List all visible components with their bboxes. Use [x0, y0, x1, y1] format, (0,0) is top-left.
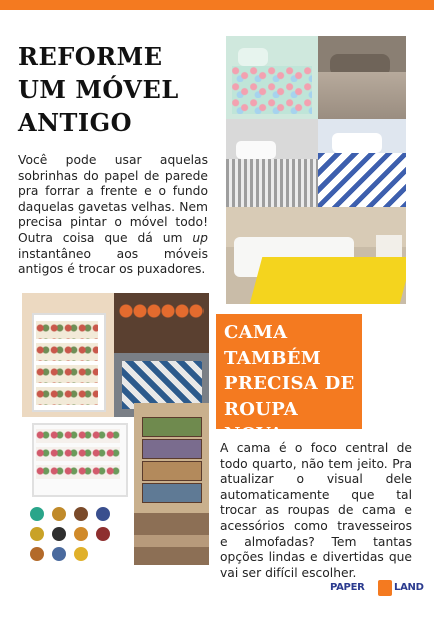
- section-paragraph-cama: A cama é o foco central de todo quarto, não tem jeito. Pra atualizar o visual dele automaticamente que tal trocar as roupas de cama e acessórios como travesseiros e almofadas? Tem tantas opções lindas e divertidas que vai ser difícil escolher.: [220, 441, 412, 580]
- section-title-cama: [224, 320, 362, 448]
- title-line: ROUPA NOVA: [224, 398, 299, 445]
- bedding-photo-blue-stripes: [318, 119, 406, 207]
- title-line: UM MÓVEL: [18, 75, 179, 104]
- furniture-photo-dolls: [114, 293, 209, 353]
- paragraph-text: instantâneo aos móveis antigos é trocar os puxadores.: [18, 246, 208, 277]
- top-accent-bar: [0, 0, 434, 10]
- paragraph-emphasis: up: [192, 230, 208, 245]
- bedding-photo-gray-stripes: [226, 119, 318, 207]
- section-title-box: [216, 314, 362, 445]
- title-line: PRECISA DE: [224, 373, 355, 394]
- logo-text-paper: PAPER: [330, 582, 365, 593]
- bedding-photo-floral: [226, 36, 318, 119]
- logo-box-icon: [378, 580, 392, 596]
- furniture-photo-wood-cabinet: [134, 403, 209, 513]
- paragraph-text: Você pode usar aquelas sobrinhas do papel de parede pra forrar a frente e o fundo daquelas gavetas velhas. Nem precisa pintar o móvel todo! Outra coisa que dá um: [18, 153, 208, 245]
- paperland-logo: [330, 578, 424, 600]
- furniture-photo-floral-chest: [22, 417, 134, 499]
- bedding-photo-yellow: [226, 207, 406, 304]
- title-line: TAMBÉM: [224, 347, 321, 369]
- furniture-photo-dresser: [22, 293, 114, 417]
- title-line: REFORME: [18, 42, 163, 71]
- bedding-photo-brown: [318, 36, 406, 119]
- section-title-reforme: [18, 40, 218, 139]
- title-line: CAMA: [224, 322, 288, 343]
- title-line: ANTIGO: [18, 108, 133, 137]
- bedding-photo-collage: [226, 36, 406, 304]
- furniture-photo-shelf: [134, 513, 209, 565]
- furniture-photo-collage: [22, 293, 209, 565]
- logo-text-land: LAND: [394, 582, 424, 593]
- section-paragraph-reforme: [18, 153, 208, 278]
- furniture-photo-knobs: [22, 499, 134, 565]
